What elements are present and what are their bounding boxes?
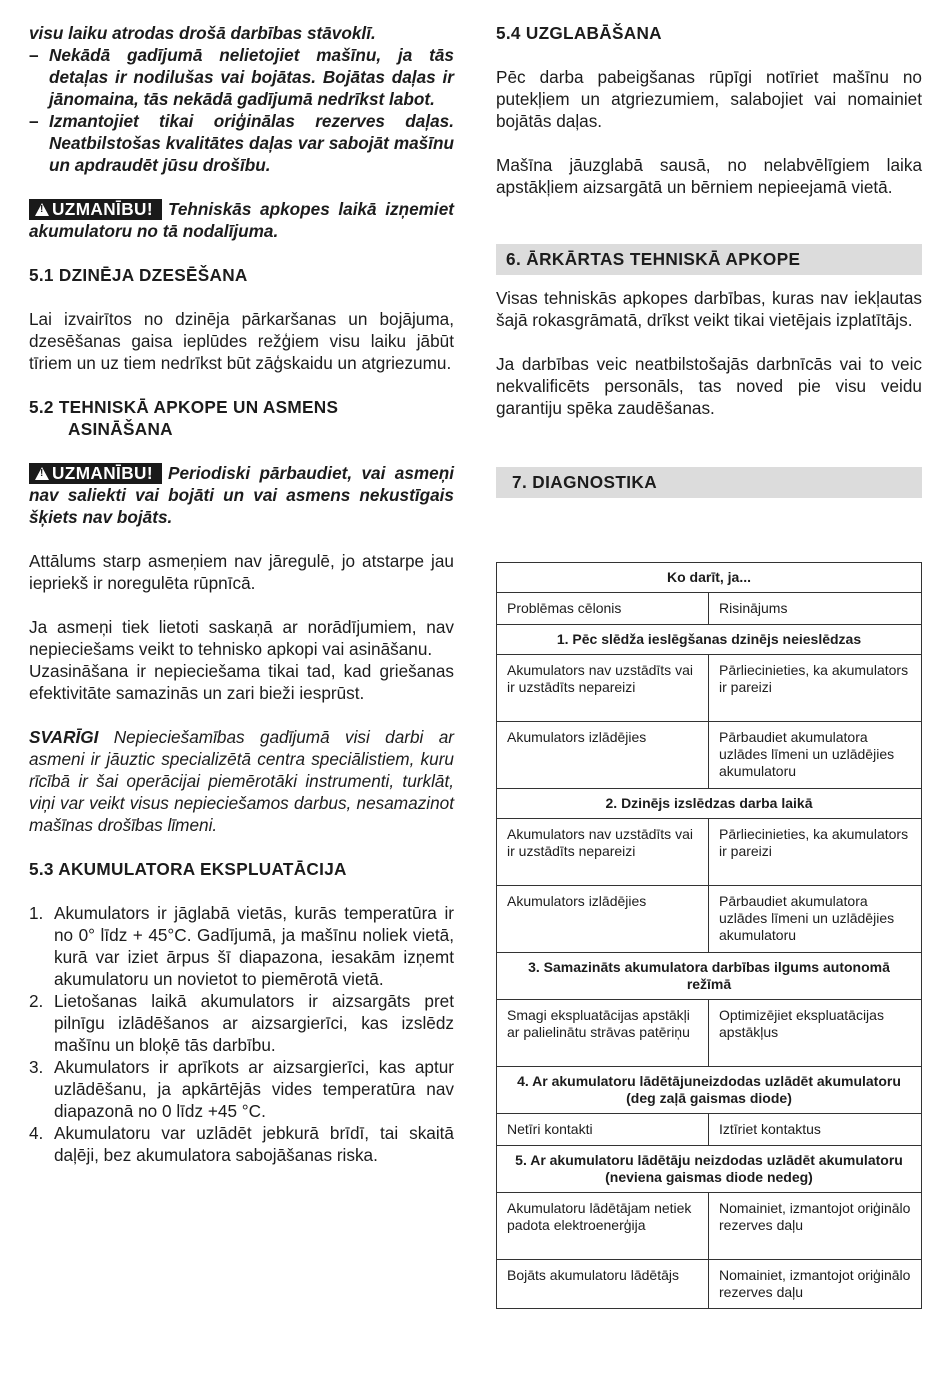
section-title-5-3: 5.3 AKUMULATORA EKSPLUATĀCIJA [29, 859, 347, 879]
table-row [497, 655, 922, 722]
dash-item [29, 44, 454, 110]
cause-cell: Smagi ekspluatācijas apstākļi ar palielinātu strāvas patēriņu [497, 1000, 709, 1067]
dash-marker: – [29, 111, 39, 131]
group-title: 1. Pēc slēdža ieslēgšanas dzinējs neieslēdzas [497, 625, 922, 655]
dash-item-text: Nekādā gadījumā nelietojiet mašīnu, ja tās detaļas ir nodilušas vai bojātas. Bojātas daļas ir jānomaina, tās nekādā gadījumā nedrīkst labot. [49, 45, 454, 109]
solution-cell: Pārbaudiet akumulatora uzlādes līmeni un uzlādējies akumulatoru [709, 886, 922, 953]
warning-note-blades [29, 462, 454, 528]
cause-cell: Akumulators nav uzstādīts vai ir uzstādīts nepareizi [497, 655, 709, 722]
left-column [29, 22, 454, 1166]
warning-text: Periodiski pārbaudiet, vai asmeņi nav saliekti vai bojāti un vai asmens nekustīgais šķiets nav bojāts. [29, 463, 454, 527]
group-title: 5. Ar akumulatoru lādētāju neizdodas uzlādēt akumulatoru (neviena gaismas diode nedeg) [497, 1146, 922, 1193]
solution-cell: Pārliecinieties, ka akumulators ir pareizi [709, 819, 922, 886]
list-item: 4. Akumulatoru var uzlādēt jebkurā brīdī, tai skaitā daļēji, bez akumulatora sabojāšanas riska. [29, 1123, 454, 1165]
table-row [497, 1193, 922, 1260]
important-text: Nepieciešamības gadījumā visi darbi ar asmeni ir jāuztic specializētā centra speciālistiem, kuru rīcībā ir šai operācijai piemērotāki instrumenti, turklāt, viņi var veikt visus nepieciešamos darbus, nesamazinot mašīnas drošības līmeni. [29, 727, 454, 835]
cause-cell: Netīri kontakti [497, 1114, 709, 1146]
group-title: 3. Samazināts akumulatora darbības ilgums autonomā režīmā [497, 953, 922, 1000]
solution-cell: Pārbaudiet akumulatora uzlādes līmeni un uzlādējies akumulatoru [709, 722, 922, 789]
warning-badge: !UZMANĪBU! [29, 199, 162, 220]
diagnostics-table [496, 562, 922, 1309]
solution-cell: Nomainiet, izmantojot oriģinālo rezerves daļu [709, 1193, 922, 1260]
table-row [497, 886, 922, 953]
warning-badge: !UZMANĪBU! [29, 463, 162, 484]
solution-cell: Optimizējiet ekspluatācijas apstākļus [709, 1000, 922, 1067]
table-column-row [497, 593, 922, 625]
important-note [29, 726, 454, 836]
list-item: 3. Akumulators ir aprīkots ar aizsargierīci, kas aptur uzlādēšanu, ja apkārtējās vides temperatūra nav diapazonā no 0 līdz +45 °C. [29, 1057, 454, 1121]
section-title-7: 7. DIAGNOSTIKA [496, 467, 922, 498]
group-title: 2. Dzinējs izslēdzas darba laikā [497, 789, 922, 819]
column-header-cause: Problēmas cēlonis [497, 593, 709, 625]
section-6-para-2: Ja darbības veic neatbilstošajās darbnīcās vai to veic nekvalificēts personāls, tas noved pie visu veidu garantiju spēka zaudēšanas. [496, 354, 922, 418]
dash-marker: – [29, 45, 39, 65]
table-header-row [497, 563, 922, 593]
section-title-6: 6. ĀRKĀRTAS TEHNISKĀ APKOPE [496, 244, 922, 275]
warning-text: Tehniskās apkopes laikā izņemiet akumulatoru no tā nodalījuma. [29, 199, 454, 241]
right-column [496, 22, 922, 498]
section-title-5-4: 5.4 UZGLABĀŠANA [496, 23, 662, 43]
group-row [497, 1146, 922, 1193]
section-5-1-body: Lai izvairītos no dzinēja pārkaršanas un bojājuma, dzesēšanas gaisa ieplūdes režģiem visu laiku jābūt tīriem un uz tiem nedrīkst būt zāģskaidu un atgriezumu. [29, 309, 454, 373]
intro-line: visu laiku atrodas drošā darbības stāvoklī. [29, 23, 376, 43]
group-row [497, 1067, 922, 1114]
table-row [497, 722, 922, 789]
warning-triangle-icon [35, 203, 49, 216]
section-5-4-para-2: Mašīna jāuzglabā sausā, no nelabvēlīgiem laika apstākļiem aizsargātā un bērniem nepieejamā vietā. [496, 155, 922, 197]
list-item: 2. Lietošanas laikā akumulators ir aizsargāts pret pilnīgu izlādēšanos ar aizsargierīci, kas izslēdz mašīnu un bloķē tās darbību. [29, 991, 454, 1055]
cause-cell: Akumulatoru lādētājam netiek padota elektroenerģija [497, 1193, 709, 1260]
column-header-solution: Risinājums [709, 593, 922, 625]
group-row [497, 953, 922, 1000]
section-title-5-2: 5.2 TEHNISKĀ APKOPE UN ASMENS [29, 397, 339, 417]
group-title: 4. Ar akumulatoru lādētājuneizdodas uzlādēt akumulatoru (deg zaļā gaismas diode) [497, 1067, 922, 1114]
section-5-4-para-1: Pēc darba pabeigšanas rūpīgi notīriet mašīnu no putekļiem un atgriezumiem, salabojiet vai nomainiet bojātās daļas. [496, 67, 922, 131]
table-row [497, 1114, 922, 1146]
section-5-2-para-1: Attālums starp asmeņiem nav jāregulē, jo atstarpe jau iepriekš ir noregulēta rūpnīcā. [29, 551, 454, 593]
table-row [497, 1000, 922, 1067]
group-row [497, 625, 922, 655]
group-row [497, 789, 922, 819]
cause-cell: Akumulators nav uzstādīts vai ir uzstādīts nepareizi [497, 819, 709, 886]
warning-triangle-icon [35, 467, 49, 480]
table-header: Ko darīt, ja... [497, 563, 922, 593]
cause-cell: Akumulators izlādējies [497, 886, 709, 953]
cause-cell: Bojāts akumulatoru lādētājs [497, 1260, 709, 1309]
table-row [497, 819, 922, 886]
solution-cell: Iztīriet kontaktus [709, 1114, 922, 1146]
cause-cell: Akumulators izlādējies [497, 722, 709, 789]
section-title-5-1: 5.1 DZINĒJA DZESĒŠANA [29, 265, 248, 285]
warning-note-maintenance [29, 198, 454, 242]
section-5-2-para-3: Uzasināšana ir nepieciešama tikai tad, kad griešanas efektivitāte samazinās un zari bieži iesprūst. [29, 661, 454, 703]
battery-use-list [29, 902, 454, 1166]
section-6-para-1: Visas tehniskās apkopes darbības, kuras nav iekļautas šajā rokasgrāmatā, drīkst veikt tikai vietējais izplatītājs. [496, 288, 922, 330]
solution-cell: Nomainiet, izmantojot oriģinālo rezerves daļu [709, 1260, 922, 1309]
solution-cell: Pārliecinieties, ka akumulators ir pareizi [709, 655, 922, 722]
section-title-5-2-cont: ASINĀŠANA [68, 419, 173, 439]
list-item: 1. Akumulators ir jāglabā vietās, kurās temperatūra ir no 0° līdz + 45°C. Gadījumā, ja mašīnu noliek vietā, kurā var iziet ārpus šī diapazona, iesakām izņemt akumulatoru un novietot to piemērotā vietā. [29, 903, 454, 989]
table-row [497, 1260, 922, 1309]
dash-item-text: Izmantojiet tikai oriģinālas rezerves daļas. Neatbilstošas kvalitātes daļas var sabojāt mašīnu un apdraudēt jūsu drošību. [49, 111, 454, 175]
important-label: SVARĪGI [29, 727, 99, 747]
dash-item [29, 110, 454, 176]
section-5-2-para-2: Ja asmeņi tiek lietoti saskaņā ar norādījumiem, nav nepieciešams veikt to tehnisko apkopi vai asināšanu. [29, 617, 454, 659]
